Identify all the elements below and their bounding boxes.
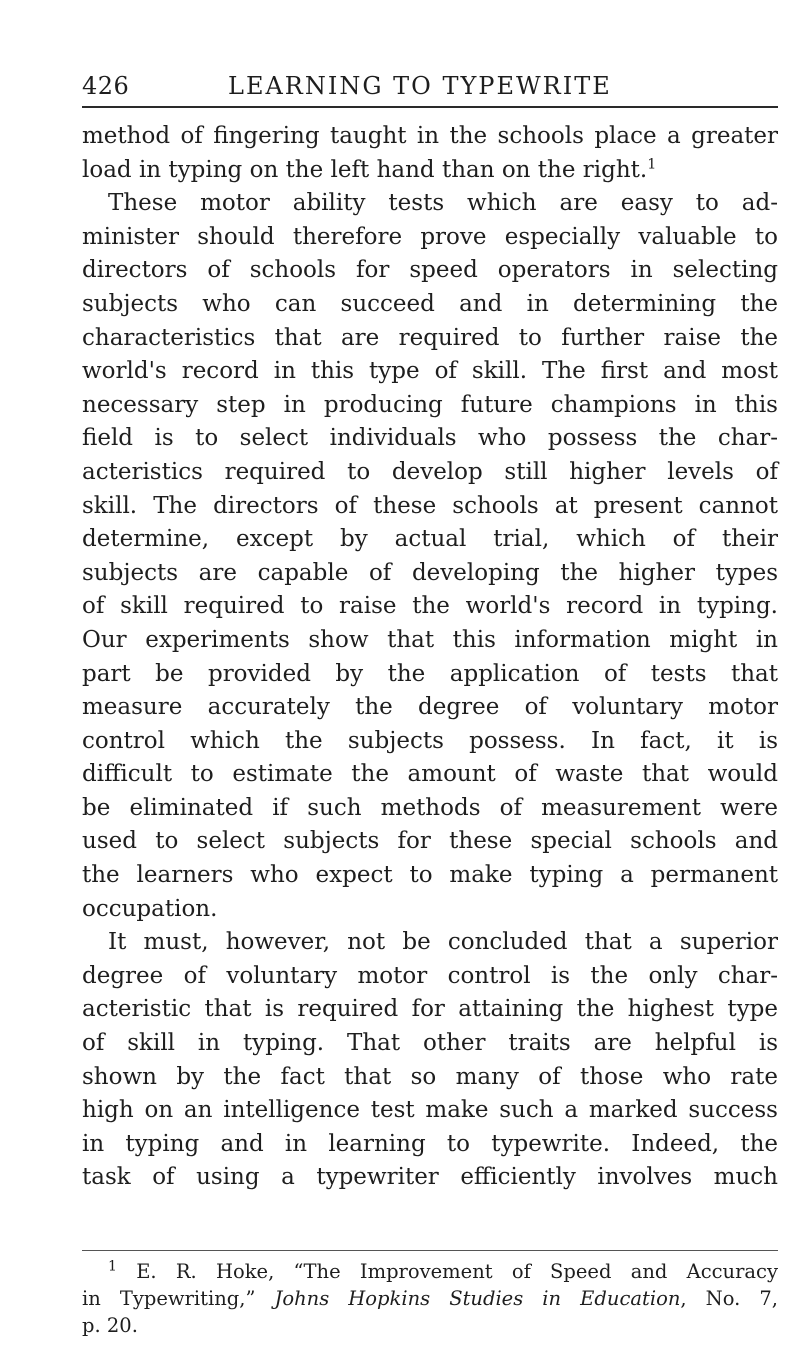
text-line: Our experiments show that this information might in (82, 626, 778, 653)
text-line: measure accurately the degree of voluntary motor (82, 694, 778, 721)
text-line: world's record in this type of skill. The first and most (82, 358, 778, 385)
footnote (82, 1258, 778, 1339)
text-line: skill. The directors of these schools at present cannot (82, 492, 778, 519)
text-line: control which the subjects possess. In fact, it is (82, 727, 778, 754)
footnote-journal: Johns Hopkins Studies in Education (274, 1287, 681, 1310)
text-line: part be provided by the application of tests that (82, 660, 778, 687)
running-head: LEARNING TO TYPEWRITE (228, 72, 612, 100)
text-line: directors of schools for speed operators in selecting (82, 257, 778, 284)
text-line: determine, except by actual trial, which of their (82, 526, 778, 553)
footnote-citation-title-end: in Typewriting,” (82, 1287, 275, 1310)
text-line: be eliminated if such methods of measurement were (82, 794, 778, 821)
footnote-citation-start: E. R. Hoke, “The Improvement of Speed and Accuracy (136, 1260, 778, 1283)
text-line: acteristics required to develop still higher levels of (82, 458, 778, 485)
body-text (82, 120, 778, 1195)
text-line: field is to select individuals who possess the char- (82, 425, 778, 452)
text-line: subjects who can succeed and in determining the (82, 290, 778, 317)
text-line: method of fingering taught in the schools place a greater (82, 123, 778, 149)
footnote-line (82, 1285, 778, 1312)
text-line: subjects are capable of developing the higher types (82, 559, 778, 586)
text-line: high on an intelligence test make such a marked success (82, 1097, 778, 1124)
text-line: difficult to estimate the amount of waste that would (82, 761, 778, 788)
text-line: of skill in typing. That other traits are helpful is (82, 1030, 778, 1057)
footnote-marker: 1 (108, 1258, 117, 1275)
text-line: shown by the fact that so many of those who rate (82, 1063, 778, 1090)
text-line: necessary step in producing future champions in this (82, 391, 778, 418)
text-line (82, 154, 778, 188)
text-line: in typing and in learning to typewrite. Indeed, the (82, 1130, 778, 1157)
text-line: minister should therefore prove especially valuable to (82, 223, 778, 250)
page-header (82, 72, 778, 106)
footnote-reference: 1 (647, 155, 657, 172)
text-line: task of using a typewriter efficiently involves much (82, 1164, 778, 1191)
text-line: These motor ability tests which are easy to ad- (108, 190, 778, 217)
page-number: 426 (82, 72, 130, 100)
footnote-issue: , No. 7, (680, 1287, 778, 1310)
footnote-rule (82, 1250, 778, 1251)
text-line: characteristics that are required to further raise the (82, 324, 778, 351)
footnote-line (82, 1258, 778, 1285)
text-line: acteristic that is required for attaining the highest type (82, 996, 778, 1023)
header-rule (82, 106, 778, 108)
text-line: used to select subjects for these special schools and (82, 828, 778, 855)
footnote-page: p. 20. (82, 1314, 138, 1337)
text-line-content: load in typing on the left hand than on the right. (82, 156, 648, 183)
text-line: It must, however, not be concluded that a superior (108, 929, 778, 956)
text-line: of skill required to raise the world's record in typing. (82, 593, 778, 620)
text-line: the learners who expect to make typing a permanent (82, 862, 778, 889)
text-line: occupation. (82, 895, 218, 922)
text-line: degree of voluntary motor control is the only char- (82, 962, 778, 989)
